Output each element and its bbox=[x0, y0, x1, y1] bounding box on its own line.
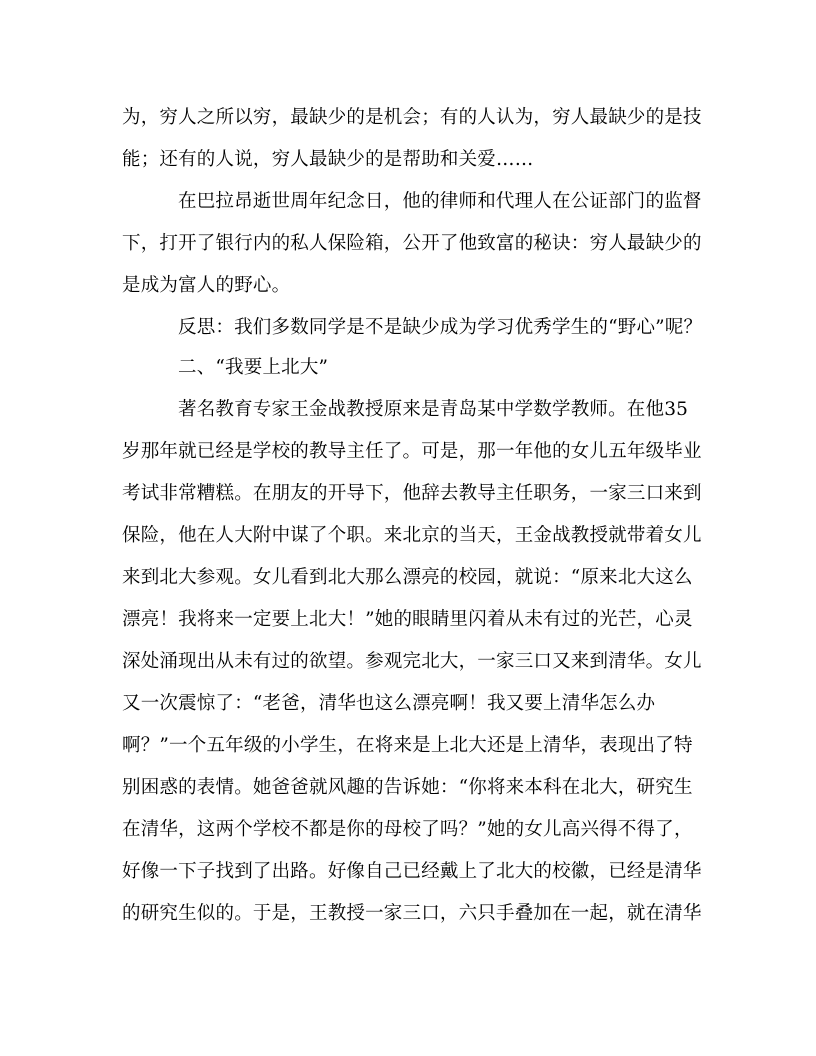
text-line: 下，打开了银行内的私人保险箱，公开了他致富的秘诀：穷人最缺少的 bbox=[122, 233, 702, 254]
text-line: 啊？”一个五年级的小学生，在将来是上北大还是上清华，表现出了特 bbox=[122, 735, 693, 756]
text-line: 是成为富人的野心。 bbox=[122, 275, 291, 296]
text-line: 为，穷人之所以穷，最缺少的是机会；有的人认为，穷人最缺少的是技 bbox=[122, 107, 702, 128]
text-line: 来到北大参观。女儿看到北大那么漂亮的校园，就说：“原来北大这么 bbox=[122, 567, 693, 588]
text-line: 著名教育专家王金战教授原来是青岛某中学数学教师。在他35 bbox=[178, 399, 689, 420]
text-line: 漂亮！我将来一定要上北大！”她的眼睛里闪着从未有过的光芒，心灵 bbox=[122, 609, 693, 630]
text-line: 在清华，这两个学校不都是你的母校了吗？”她的女儿高兴得不得了， bbox=[122, 819, 693, 840]
text-line: 别困惑的表情。她爸爸就风趣的告诉她：“你将来本科在北大，研究生 bbox=[122, 777, 693, 798]
text-line: 考试非常糟糕。在朋友的开导下，他辞去教导主任职务，一家三口来到 bbox=[122, 483, 702, 504]
text-line: 在巴拉昂逝世周年纪念日，他的律师和代理人在公证部门的监督 bbox=[178, 191, 702, 212]
text-line: 能；还有的人说，穷人最缺少的是帮助和关爱…… bbox=[122, 149, 534, 170]
text-line: 又一次震惊了：“老爸，清华也这么漂亮啊！我又要上清华怎么办 bbox=[122, 693, 656, 714]
text-line: 深处涌现出从未有过的欲望。参观完北大，一家三口又来到清华。女儿 bbox=[122, 651, 702, 672]
text-line: 的研究生似的。于是，王教授一家三口，六只手叠加在一起，就在清华 bbox=[122, 903, 702, 924]
text-line: 保险，他在人大附中谋了个职。来北京的当天，王金战教授就带着女儿 bbox=[122, 525, 702, 546]
section-heading: 二、“我要上北大” bbox=[178, 357, 329, 378]
text-line: 好像一下子找到了出路。好像自己已经戴上了北大的校徽，已经是清华 bbox=[122, 861, 702, 882]
text-line: 反思：我们多数同学是不是缺少成为学习优秀学生的“野心”呢？ bbox=[178, 317, 703, 338]
text-line: 岁那年就已经是学校的教导主任了。可是，那一年他的女儿五年级毕业 bbox=[122, 441, 702, 462]
